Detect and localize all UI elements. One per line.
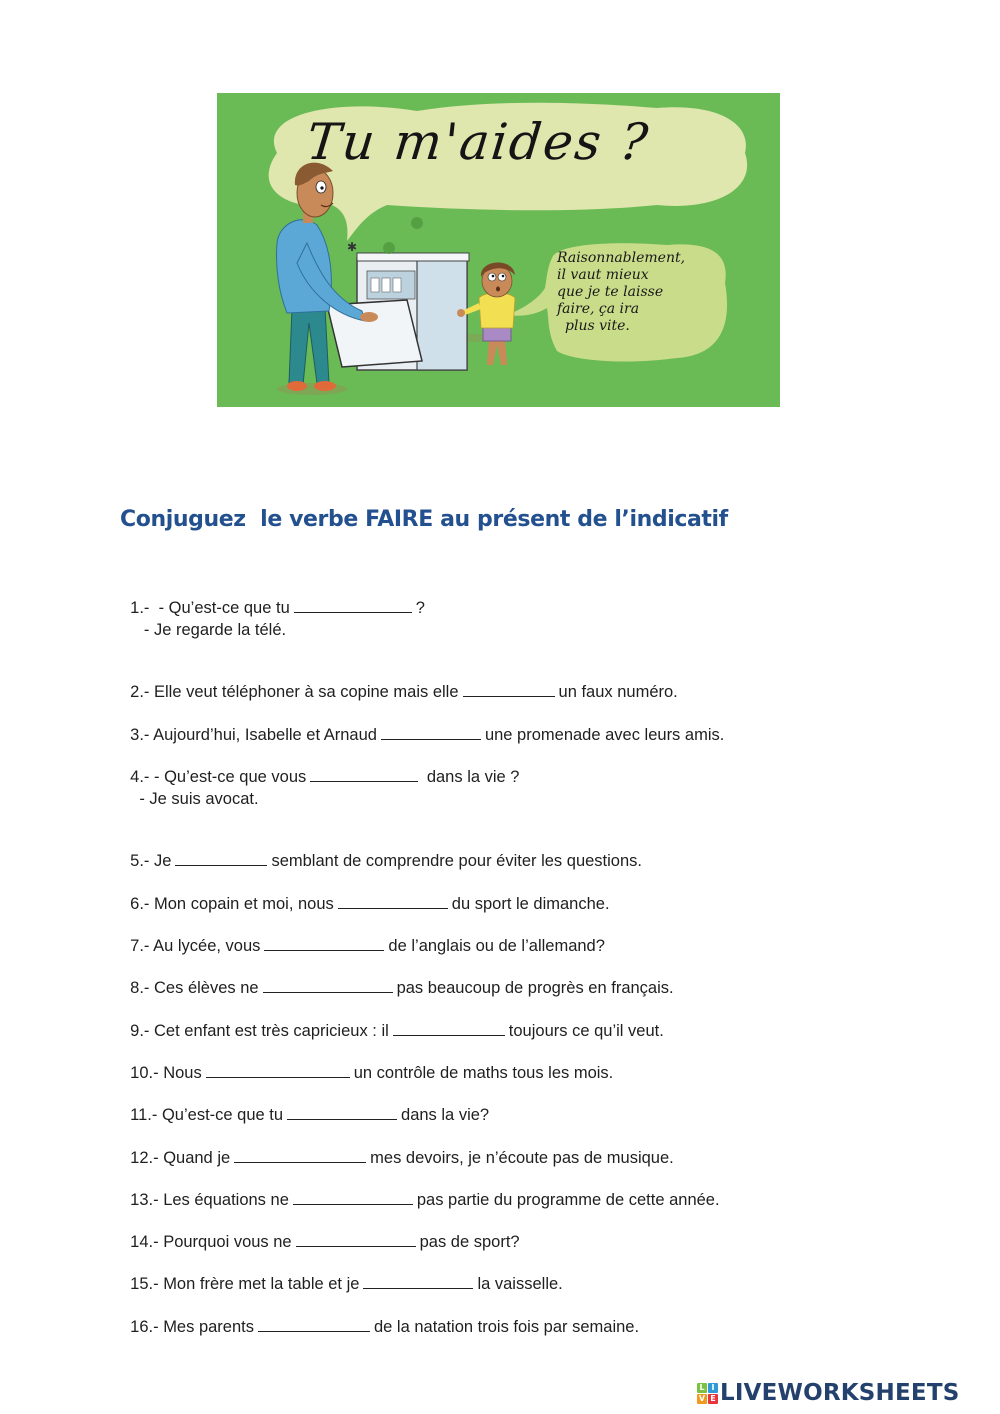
question-2 [121,662,678,702]
question-text-before: 2.- Elle veut téléphoner à sa copine mais elle [130,683,459,701]
child-speech-line: Raisonnablement, [557,250,686,266]
question-text-after: ? [415,599,425,617]
question-text-after: toujours ce qu’il veut. [508,1022,664,1040]
question-6 [121,874,610,914]
question-text-after: la vaisselle. [477,1275,563,1293]
liveworksheets-logo [697,1381,959,1405]
question-12 [121,1128,674,1168]
answer-blank[interactable] [287,1105,397,1120]
question-9 [121,1001,664,1041]
question-text-before: 13.- Les équations ne [130,1191,289,1209]
child-speech-line: que je te laisse [557,284,664,300]
question-text-before: 15.- Mon frère met la table et je [130,1275,360,1293]
child-speech-line: faire, ça ira [557,301,640,317]
question-text-before: 1.- - Qu’est-ce que tu [130,599,290,617]
question-4 [121,747,519,787]
question-text-after: de l’anglais ou de l’allemand? [388,937,605,955]
question-text-before: 10.- Nous [130,1064,202,1082]
question-8 [121,958,674,998]
question-10 [121,1043,613,1083]
answer-blank[interactable] [293,1190,413,1205]
question-16 [121,1297,639,1337]
answer-blank[interactable] [258,1317,370,1332]
main-speech-text: Tu m'aides ? [303,113,653,171]
question-text-after: semblant de comprendre pour éviter les questions. [271,852,642,870]
answer-blank[interactable] [310,767,418,782]
question-4-answer: - Je suis avocat. [121,790,259,808]
child-speech-line: plus vite. [565,318,630,334]
logo-tiles-icon [697,1383,718,1404]
question-1 [121,578,425,618]
question-text-after: pas partie du programme de cette année. [416,1191,720,1209]
answer-blank[interactable] [363,1274,473,1289]
answer-blank[interactable] [296,1232,416,1247]
question-14 [121,1212,520,1252]
question-text-after: de la natation trois fois par semaine. [373,1318,640,1336]
question-text-before: 6.- Mon copain et moi, nous [130,895,334,913]
question-text-after: dans la vie ? [422,768,520,786]
exercise-title: Conjuguez le verbe FAIRE au présent de l’indicatif [120,507,728,532]
question-text-before: 16.- Mes parents [130,1318,254,1336]
question-text-before: 11.- Qu’est-ce que tu [130,1106,284,1124]
logo-text: LIVEWORKSHEETS [720,1380,960,1406]
answer-blank[interactable] [263,978,393,993]
question-text-before: 14.- Pourquoi vous ne [130,1233,292,1251]
question-1-answer: - Je regarde la télé. [121,621,287,639]
question-3 [121,705,724,745]
answer-blank[interactable] [393,1021,505,1036]
question-text-after: une promenade avec leurs amis. [484,726,725,744]
answer-blank[interactable] [206,1063,350,1078]
question-15 [121,1254,563,1294]
answer-blank[interactable] [294,598,412,613]
question-text-after: pas beaucoup de progrès en français. [396,979,674,997]
answer-blank[interactable] [381,725,481,740]
question-text-after: un faux numéro. [558,683,678,701]
logo-tile: V [698,1394,706,1403]
question-text-after: du sport le dimanche. [451,895,610,913]
question-13 [121,1170,720,1210]
logo-tile: I [708,1383,718,1393]
svg-text:✱: ✱ [347,240,358,254]
logo-tile: L [697,1383,707,1393]
question-text-before: 12.- Quand je [130,1149,231,1167]
question-text-after: un contrôle de maths tous les mois. [353,1064,614,1082]
question-text-after: dans la vie? [401,1106,490,1124]
question-5 [121,831,642,871]
question-text-before: 8.- Ces élèves ne [130,979,259,997]
logo-tile: E [708,1394,718,1404]
question-text-before: 7.- Au lycée, vous [130,937,261,955]
question-text-before: 3.- Aujourd’hui, Isabelle et Arnaud [130,726,377,744]
answer-blank[interactable] [175,851,267,866]
answer-blank[interactable] [264,936,384,951]
question-text-before: 5.- Je [130,852,172,870]
child-speech-text [557,250,717,335]
answer-blank[interactable] [338,894,448,909]
answer-blank[interactable] [463,682,555,697]
question-7 [121,916,605,956]
question-text-before: 4.- - Qu’est-ce que vous [130,768,307,786]
question-11 [121,1085,489,1125]
question-text-after: pas de sport? [419,1233,520,1251]
answer-blank[interactable] [234,1148,366,1163]
question-text-after: mes devoirs, je n’écoute pas de musique. [370,1149,674,1167]
illustration-tu-maides [217,93,780,407]
child-speech-line: il vaut mieux [557,267,649,283]
question-text-before: 9.- Cet enfant est très capricieux : il [130,1022,389,1040]
